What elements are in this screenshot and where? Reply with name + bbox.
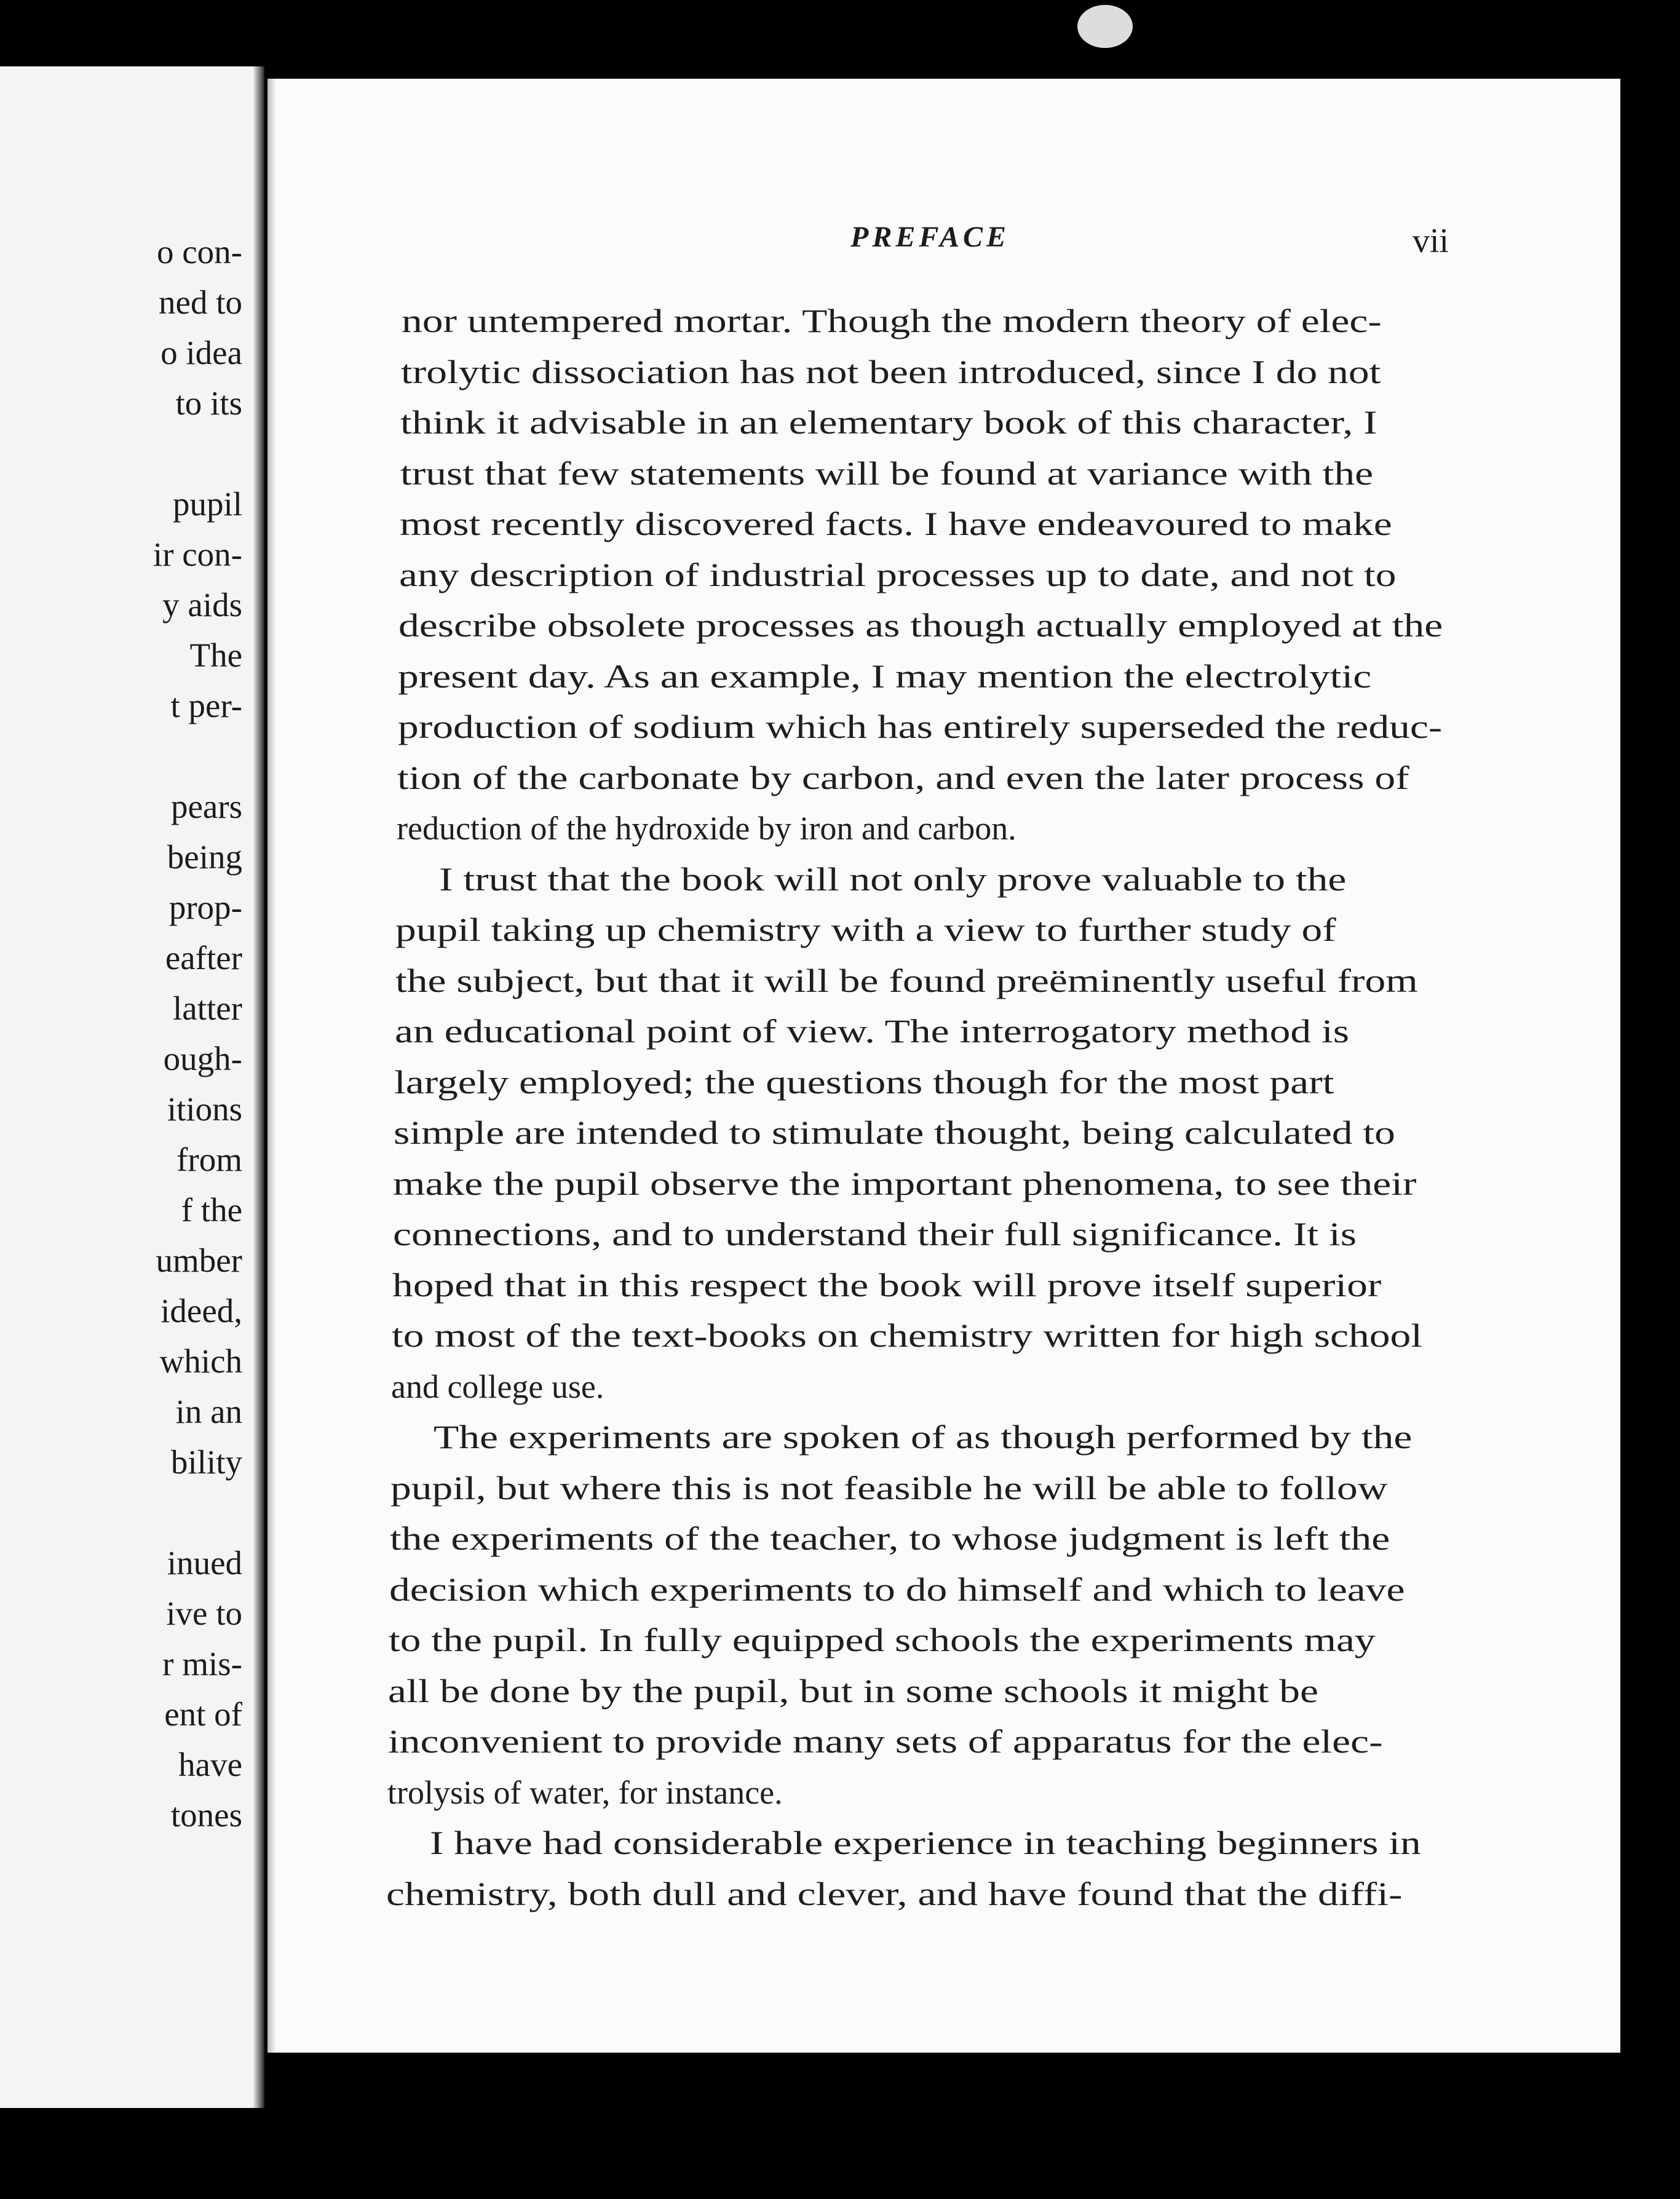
running-header-title: PREFACE [850, 221, 1010, 253]
body-line: reduction of the hydroxide by iron and carbon. [397, 810, 1016, 847]
body-line: any description of industrial processes up to date, and not to [399, 557, 1397, 593]
previous-page-line: ough- [163, 1040, 242, 1077]
previous-page-line: inued [167, 1544, 242, 1582]
body-line: to the pupil. In fully equipped schools the experiments may [389, 1622, 1376, 1658]
previous-page-line: umber [156, 1242, 242, 1279]
body-line: most recently discovered facts. I have endeavoured to make [400, 505, 1392, 542]
previous-page-line: pears [170, 788, 242, 825]
body-line: all be done by the pupil, but in some schools it might be [388, 1673, 1318, 1710]
previous-page-line: in an [175, 1393, 242, 1430]
previous-page-line: ent of [164, 1695, 242, 1733]
body-line: largely employed; the questions though for the most part [394, 1064, 1334, 1101]
previous-page-line: itions [167, 1090, 242, 1128]
page-edge-shadow [267, 79, 276, 2053]
body-line: present day. As an example, I may mention the electrolytic [398, 658, 1372, 695]
body-line: chemistry, both dull and clever, and have found that the diffi- [386, 1876, 1403, 1912]
body-line: I have had considerable experience in teaching beginners in [430, 1825, 1421, 1861]
body-line: the experiments of the teacher, to whose judgment is left the [390, 1520, 1390, 1557]
current-page [267, 79, 1620, 2053]
previous-page-line: ideed, [160, 1292, 242, 1329]
previous-page-line: bility [170, 1443, 242, 1481]
previous-page-line: have [178, 1746, 242, 1783]
previous-page-line: pupil [172, 485, 242, 523]
body-line: make the pupil observe the important phenomena, to see their [393, 1165, 1417, 1202]
body-line: trolysis of water, for instance. [387, 1774, 783, 1811]
body-line: production of sodium which has entirely superseded the reduc- [398, 708, 1443, 745]
page-gutter [253, 66, 264, 2108]
body-line: tion of the carbonate by carbon, and even the later process of [397, 759, 1409, 796]
previous-page-line: latter [173, 989, 242, 1027]
previous-page-line: from [176, 1141, 242, 1178]
previous-page-line: eafter [165, 939, 242, 977]
body-line: connections, and to understand their full significance. It is [393, 1216, 1357, 1253]
body-line: describe obsolete processes as though actually employed at the [398, 607, 1443, 644]
body-line: pupil taking up chemistry with a view to further study of [395, 911, 1336, 948]
previous-page-line: tones [170, 1796, 242, 1834]
body-line: simple are intended to stimulate thought, being calculated to [394, 1114, 1395, 1151]
previous-page-line: to its [175, 384, 242, 422]
body-line: trust that few statements will be found at variance with the [400, 455, 1374, 492]
previous-page-line: ned to [159, 283, 242, 321]
body-line: think it advisable in an elementary book of this character, I [400, 404, 1377, 441]
body-line: inconvenient to provide many sets of apparatus for the elec- [388, 1723, 1383, 1760]
body-line: trolytic dissociation has not been introduced, since I do not [401, 354, 1381, 390]
previous-page-line: ive to [166, 1595, 242, 1632]
previous-page-line: y aids [162, 586, 242, 624]
previous-page-line: The [189, 636, 242, 674]
body-line: an educational point of view. The interrogatory method is [395, 1013, 1350, 1050]
previous-page-line: r mis- [162, 1645, 242, 1682]
previous-page-line: f the [181, 1191, 242, 1229]
previous-page-line: ir con- [153, 536, 242, 573]
body-line: and college use. [391, 1368, 604, 1405]
previous-page-line: prop- [168, 889, 242, 926]
page-number: vii [1413, 222, 1449, 260]
scan-blot [1077, 5, 1133, 48]
body-line: decision which experiments to do himself and which to leave [389, 1571, 1405, 1608]
body-line: to most of the text-books on chemistry written for high school [392, 1317, 1423, 1354]
previous-page-line: t per- [170, 687, 242, 724]
previous-page-line: o con- [157, 233, 242, 271]
previous-page-line: being [167, 838, 242, 876]
body-line: the subject, but that it will be found preëminently useful from [395, 962, 1418, 999]
previous-page-line: o idea [160, 334, 242, 371]
body-line: I trust that the book will not only prove valuable to the [439, 861, 1347, 898]
previous-page [0, 66, 264, 2108]
body-line: hoped that in this respect the book will prove itself superior [392, 1267, 1382, 1304]
body-line: pupil, but where this is not feasible he will be able to follow [390, 1470, 1388, 1507]
previous-page-line: which [159, 1342, 242, 1380]
body-line: The experiments are spoken of as though performed by the [434, 1419, 1413, 1456]
body-line: nor untempered mortar. Though the modern theory of elec- [402, 303, 1382, 339]
